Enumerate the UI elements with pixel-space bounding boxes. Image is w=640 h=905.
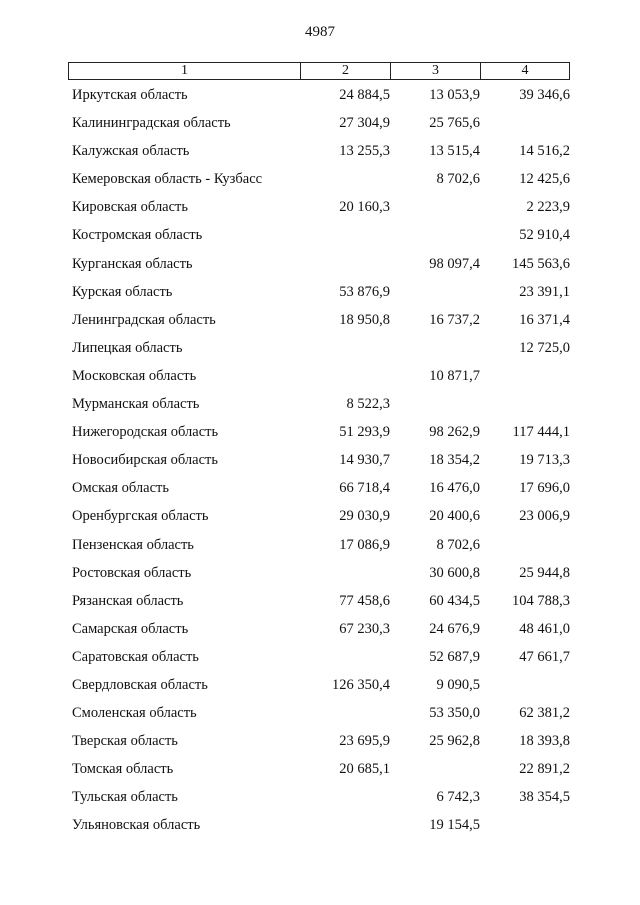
column-4-value: 16 371,4: [519, 311, 570, 328]
column-2-value: 24 884,5: [339, 87, 390, 103]
table-row: [0, 253, 640, 281]
column-2-value: 51 293,9: [339, 424, 390, 441]
table-row: [0, 196, 640, 224]
region-name-cell: Калужская область: [72, 143, 190, 160]
region-name-cell: Саратовская область: [72, 648, 199, 665]
column-4-value: 145 563,6: [512, 255, 570, 272]
column-2-value: 17 086,9: [339, 536, 390, 553]
column-2-value: 20 160,3: [339, 199, 390, 216]
column-2-value: 77 458,6: [339, 592, 390, 609]
region-name-cell: Свердловская область: [72, 676, 208, 693]
table-row: [0, 112, 640, 140]
region-name-cell: Калининградская область: [72, 115, 231, 132]
column-2-value: 66 718,4: [339, 480, 390, 497]
column-4-value: 62 381,2: [519, 705, 570, 722]
region-name-cell: Томская область: [72, 761, 174, 778]
table-row: [0, 674, 640, 702]
column-2-value: 20 685,1: [339, 761, 390, 778]
table-row: [0, 168, 640, 196]
region-name-cell: Тверская область: [72, 733, 178, 750]
column-2-value: 8 522,3: [346, 396, 390, 413]
table-row: [0, 702, 640, 730]
column-4-value: 12 425,6: [519, 171, 570, 188]
region-name-cell: Костромская область: [72, 227, 203, 244]
region-name-cell: Кировская область: [72, 199, 189, 216]
region-name-cell: Омская область: [72, 480, 169, 497]
column-3-value: 52 687,9: [429, 648, 480, 665]
column-4-value: 25 944,8: [519, 564, 570, 581]
column-3-value: 8 702,6: [436, 536, 480, 553]
column-4-value: 47 661,7: [519, 648, 570, 665]
table-row: [0, 590, 640, 618]
column-3-value: 6 742,3: [436, 789, 480, 806]
table-row: [0, 505, 640, 533]
table-row: [0, 758, 640, 786]
column-4-value: 38 354,5: [519, 789, 570, 806]
table-row: [0, 730, 640, 758]
table-row: [0, 140, 640, 168]
column-3-value: 16 737,2: [429, 311, 480, 328]
table-row: [0, 337, 640, 365]
column-2-value: 67 230,3: [339, 620, 390, 637]
table-row: [0, 618, 640, 646]
table-row: [0, 786, 640, 814]
column-3-value: 13 053,9: [429, 87, 480, 103]
column-2-value: 53 876,9: [339, 283, 390, 300]
column-4-value: 22 891,2: [519, 761, 570, 778]
region-name-cell: Ростовская область: [72, 564, 192, 581]
region-name-cell: Новосибирская область: [72, 452, 218, 469]
column-2-value: 23 695,9: [339, 733, 390, 750]
table-row: [0, 309, 640, 337]
column-3-value: 53 350,0: [429, 705, 480, 722]
column-2-value: 126 350,4: [332, 676, 390, 693]
region-name-cell: Пензенская область: [72, 536, 194, 553]
region-name-cell: Оренбургская область: [72, 508, 209, 525]
column-4-value: 12 725,0: [519, 339, 570, 356]
column-3-value: 24 676,9: [429, 620, 480, 637]
column-4-value: 18 393,8: [519, 733, 570, 750]
column-3-value: 8 702,6: [436, 171, 480, 188]
column-4-value: 48 461,0: [519, 620, 570, 637]
region-name-cell: Мурманская область: [72, 396, 200, 413]
column-3-value: 30 600,8: [429, 564, 480, 581]
table-row: [0, 449, 640, 477]
region-name-cell: Рязанская область: [72, 592, 184, 609]
table-body: [0, 84, 640, 843]
table-row: [0, 224, 640, 252]
region-name-cell: Курганская область: [72, 255, 193, 272]
table-row: [0, 814, 640, 842]
region-name-cell: Самарская область: [72, 620, 189, 637]
table-row: [0, 393, 640, 421]
column-4-value: 104 788,3: [512, 592, 570, 609]
column-4-value: 117 444,1: [512, 424, 570, 441]
table-row: [0, 562, 640, 590]
region-name-cell: Нижегородская область: [72, 424, 219, 441]
column-3-value: 9 090,5: [436, 676, 480, 693]
column-4-value: 23 006,9: [519, 508, 570, 525]
column-3-value: 60 434,5: [429, 592, 480, 609]
table-row: [0, 646, 640, 674]
column-3-value: 10 871,7: [429, 367, 480, 384]
table-row: [0, 477, 640, 505]
table-row: [0, 84, 640, 112]
table-header-row: [68, 62, 570, 80]
region-name-cell: Ульяновская область: [72, 817, 201, 834]
region-name-cell: Иркутская область: [72, 87, 188, 103]
column-3-value: 98 262,9: [429, 424, 480, 441]
column-3-value: 25 765,6: [429, 115, 480, 132]
table-row: [0, 421, 640, 449]
column-4-value: 17 696,0: [519, 480, 570, 497]
column-3-value: 18 354,2: [429, 452, 480, 469]
region-name-cell: Московская область: [72, 367, 197, 384]
column-3-value: 16 476,0: [429, 480, 480, 497]
column-4-value: 23 391,1: [519, 283, 570, 300]
table-row: [0, 365, 640, 393]
page-number: 4987: [305, 24, 335, 40]
column-4-value: 39 346,6: [519, 87, 570, 103]
column-header-4: 4: [521, 63, 529, 78]
column-4-value: 52 910,4: [519, 227, 570, 244]
region-name-cell: Кемеровская область - Кузбасс: [72, 171, 263, 188]
column-2-value: 14 930,7: [339, 452, 390, 469]
column-3-value: 20 400,6: [429, 508, 480, 525]
column-3-value: 13 515,4: [429, 143, 480, 160]
region-name-cell: Ленинградская область: [72, 311, 216, 328]
column-2-value: 13 255,3: [339, 143, 390, 160]
region-name-cell: Тульская область: [72, 789, 178, 806]
column-header-3: 3: [391, 63, 481, 79]
column-4-value: 2 223,9: [526, 199, 570, 216]
column-header-2: 2: [301, 63, 391, 79]
column-2-value: 29 030,9: [339, 508, 390, 525]
column-2-value: 18 950,8: [339, 311, 390, 328]
column-4-value: 19 713,3: [519, 452, 570, 469]
table-row: [0, 281, 640, 309]
column-2-value: 27 304,9: [339, 115, 390, 132]
region-name-cell: Курская область: [72, 283, 173, 300]
column-3-value: 98 097,4: [429, 255, 480, 272]
column-3-value: 19 154,5: [429, 817, 480, 834]
column-3-value: 25 962,8: [429, 733, 480, 750]
table-row: [0, 534, 640, 562]
region-name-cell: Липецкая область: [72, 339, 183, 356]
column-header-1: 1: [69, 63, 301, 79]
region-name-cell: Смоленская область: [72, 705, 197, 722]
column-4-value: 14 516,2: [519, 143, 570, 160]
